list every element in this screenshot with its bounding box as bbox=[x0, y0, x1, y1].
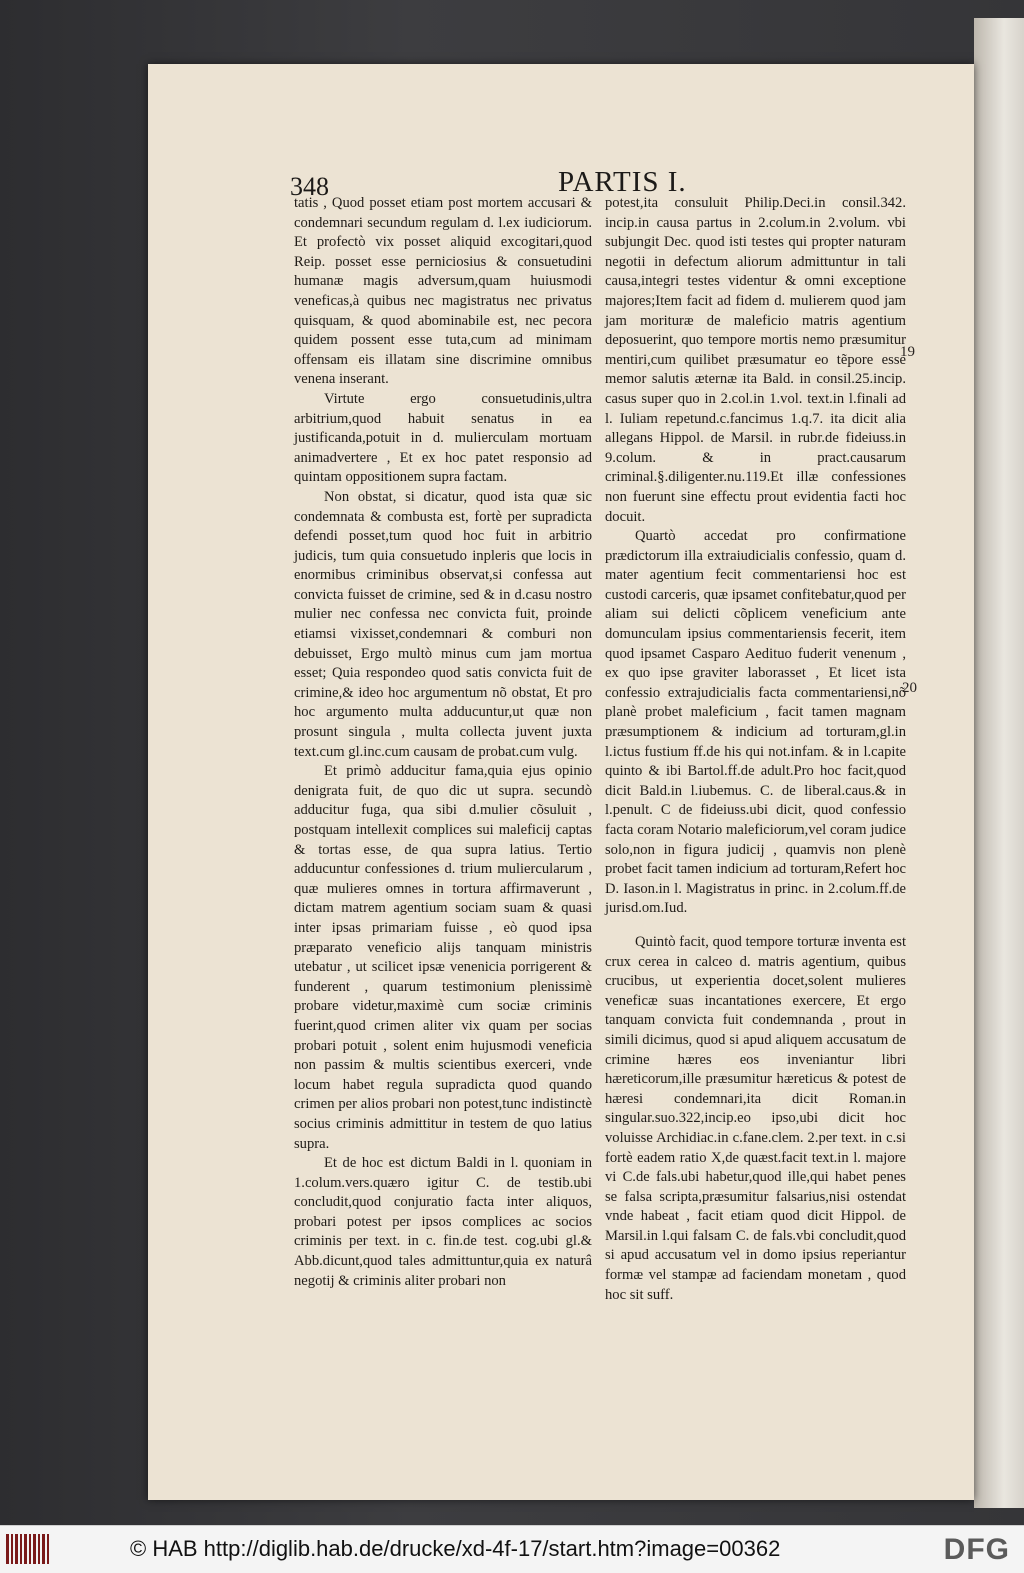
margin-note: 20 bbox=[902, 680, 917, 696]
copyright-link[interactable]: © HAB http://diglib.hab.de/drucke/xd-4f-17/start.htm?image=00362 bbox=[130, 1536, 781, 1561]
page-number: 348 bbox=[290, 172, 329, 201]
hab-logo-icon bbox=[6, 1534, 49, 1564]
left-column bbox=[294, 194, 592, 1291]
margin-note: 19 bbox=[900, 344, 915, 360]
paragraph: potest,ita consuluit Philip.Deci.in consil.342. incip.in causa partus in 2.colum.in 2.volum. vbi subjungit Dec. quod isti testes qui propter naturam negotii in defectum aliorum admittuntur in tali causa,integri testes videntur & omni exceptione majores;Item facit ad fidem d. mulierem quod jam jam morituræ de maleficio matris agentium deposuerint, quo tempore mortis nemo præsumitur mentiri,cum quilibet præsumatur eo tẽpore esse memor salutis æternæ ita Bald. in consil.25.incip. casus super quo in 2.col.in 1.vol. text.in l.finali ad l. Iuliam repetund.c.fancimus 1.q.7. ita dicit alia allegans Hippol. de Marsil. in rubr.de fideiuss.in 9.colum. & in pract.causarum criminal.§.diligenter.nu.119.Et illæ confessiones non fuerunt sine effectu prout evidentia facti hoc docuit. bbox=[605, 195, 906, 525]
running-head: PARTIS I. bbox=[558, 166, 687, 198]
paragraph: Et primò adducitur fama,quia ejus opinio denigrata fuit, de quo dic ut supra. secundò adducitur fuga, qua sibi d.mulier cõsuluit , postquam intellexit complices sui maleficij captas & tortas esse, de qua supra latius. Tertio adducuntur confessiones d. trium muliercularum , quæ mulieres omnes in tortura affirmaverunt , dictam matrem agentium sociam suam & quasi inter ipsas primariam fuisse , eò quod ipsa præparato veneficio alijs tanquam ministris utebatur , ut scilicet ipsæ venenicia porrigerent & funderent , quarum testimonium plenissimè probare videtur,maximè cum sociæ criminis fuerint,quod crimen aliter vix quam per socias probari potuit , solent enim hujusmodi veneficia non passim & multis scientibus exerceri, vnde locum habet regula supradicta quod quando crimen per alios probari non potest,tunc indistinctè socius criminis admittitur in testem de quo latius supra. bbox=[294, 763, 592, 1152]
right-column bbox=[605, 194, 906, 1305]
book-page bbox=[148, 64, 974, 1500]
paragraph: tatis , Quod posset etiam post mortem accusari & condemnari secundum regulam d. l.ex iudiciorum. Et profectò vix posset aliquid excogitari,quod Reip. posset esse perniciosius & consuetudini humanæ magis adversum,quam huiusmodi veneficas,à quibus nec magistratus nec privatus quisquam, & quod abominabile est, nec pecora quidem possent esse tuta,cum ad minimam offensam eis illatam sine discrimine omnibus venena inserant. bbox=[294, 195, 592, 388]
next-page-edge bbox=[974, 18, 1024, 1508]
paragraph: Quintò facit, quod tempore torturæ inventa est crux cerea in calceo d. matris agentium, quibus crucibus, ut experientia docet,solent mulieres veneficæ suas incantationes exercere, Et ergo tanquam convicta fuit condemnanda , prout in simili dicimus, quod si apud aliquem accusatum de crimine hæres eos inveniantur libri hæreticorum,ille præsumitur hæreticus & potest de hæresi condemnari,ita dicit Roman.in singular.suo.322,incip.eo ipso,ubi dicit hoc voluisse Archidiac.in c.fane.clem. 2.per text. in c.si fortè eadem ratio X,de quæst.facit text.in l. majore vi C.de fals.ubi habetur,quod ille,qui habet penes se falsa scripta,præsumitur falsarius,nisi ostendat vnde habeat , facit etiam quod dicit Hippol. de Marsil.in l.qui falsam C. de fals.vbi concludit,quod si apud accusatum vel in domo ipsius reperiantur formæ vel stampæ ad faciendam monetam , quod hoc sit suff. bbox=[605, 933, 906, 1303]
paragraph: Et de hoc est dictum Baldi in l. quoniam in 1.colum.vers.quæro igitur C. de testib.ubi concludit,quod conjuratio facta inter aliquos, probari potest per ipsos complices ac socios criminis per text. in c. fin.de test. cog.ubi gl.& Abb.dicunt,quod tales admittuntur,quia ex naturâ negotij & criminis aliter probari non bbox=[294, 1155, 592, 1289]
footer-bar bbox=[0, 1525, 1024, 1573]
paragraph: Non obstat, si dicatur, quod ista quæ sic condemnata & combusta est, fortè per supradicta defendi posset,tum quod hoc fuit in arbitrio judicis, tum quia consuetudo inpleris que locis in enormibus criminibus observat,si confessa aut convicta fuisset de crimine, sed & in d.casu nostro mulier nec confessa nec convicta fuit, proinde etiamsi vixisset,condemnari & comburi non debuisset, Ergo multò minus cum jam mortua esset; Quia respondeo quod satis convicta fuit de crimine,& ideo hoc argumentum nõ obstat, Et pro hoc argumento multa adducuntur,ut quæ non prosunt singula , multa collecta juvent juxta text.cum gl.inc.cum causam de probat.cum vulg. bbox=[294, 488, 592, 760]
dfg-logo: DFG bbox=[943, 1533, 1010, 1566]
paragraph: Quartò accedat pro confirmatione prædictorum illa extraiudicialis confessio, quam d. mater agentium fecit commentariensi hoc est custodi carceris, quæ ipsamet confitebatur,quod per aliam sui delicti cõplicem veneficium ante domunculam ipsius commentariensis fecerit, item quod ipsamet Casparo Aedituo fuderit venenum , ex quo ipse graviter laborasset , Et licet ista confessio extrajudicialis facta commentariensi,nõ planè probet maleficium , facit tamen magnam præsumptionem & indicium ad torturam,gl.in l.ictus fustium ff.de his qui not.infam. & in l.capite quinto & ibi Bartol.ff.de adult.Pro hoc facit,quod dicit Bald.in l.iubemus. C. de liberal.caus.& in l.penult. C de fideiuss.ubi dicit, quod confessio facta coram Notario maleficiorum,vel coram judice solo,non in figura judicij , quamvis non plenè probet facit tamen indicium ad torturam,Refert hoc D. Iason.in l. Magistratus in princ. in 2.colum.ff.de jurisd.om.Iud. bbox=[605, 528, 906, 917]
paragraph: Virtute ergo consuetudinis,ultra arbitrium,quod habuit senatus in ea justificanda,potuit in d. mulierculam mortuam animadvertere , Et ex hoc patet responsio ad quintam oppositionem supra factam. bbox=[294, 390, 592, 486]
